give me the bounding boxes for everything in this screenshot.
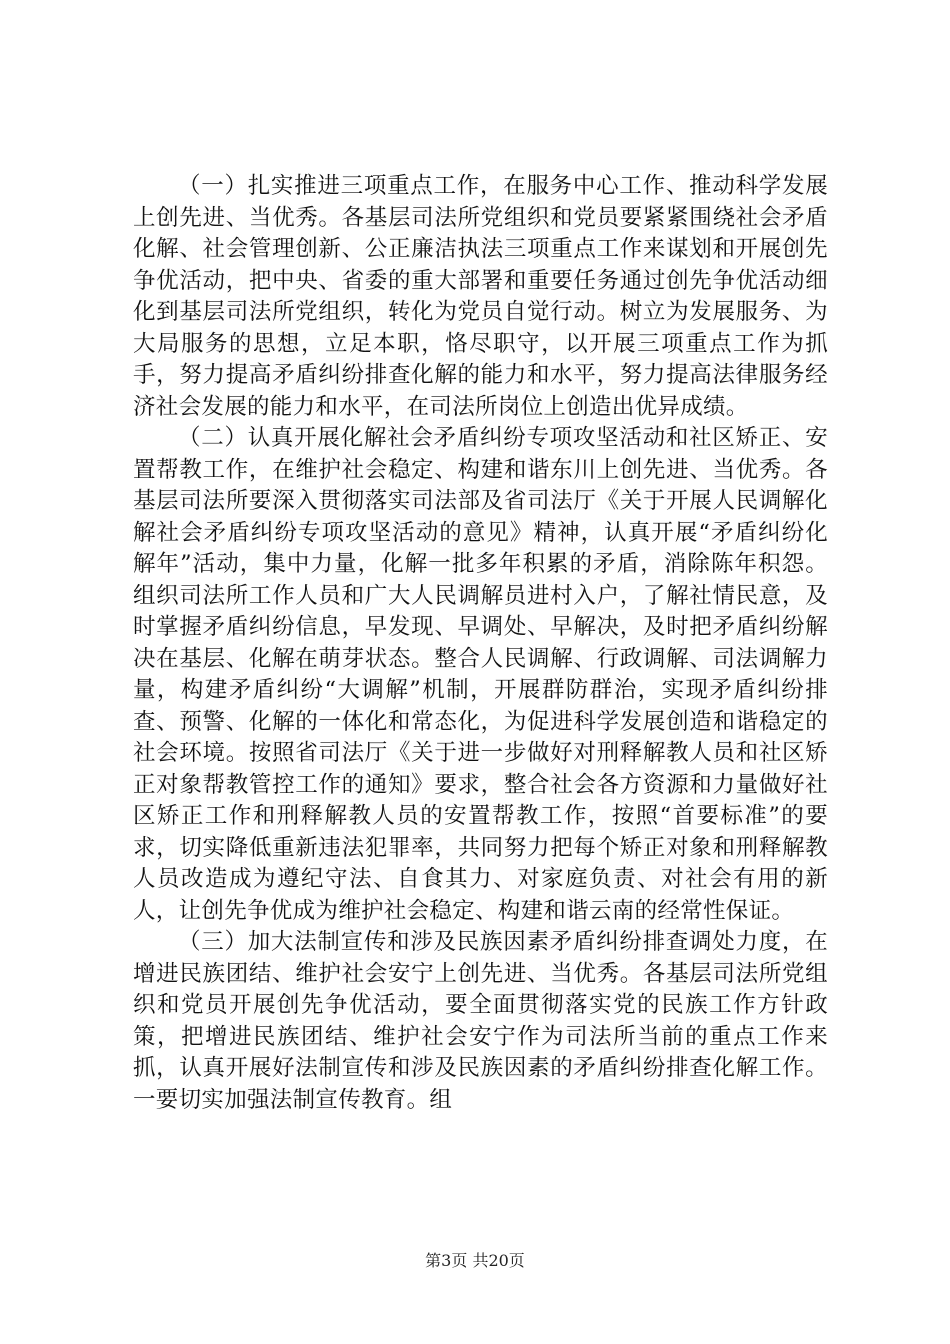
document-body: [133, 171, 828, 1116]
paragraph-2: （二）认真开展化解社会矛盾纠纷专项攻坚活动和社区矫正、安置帮教工作，在维护社会稳定、构建和谐东川上创先进、当优秀。各基层司法所要深入贯彻落实司法部及省司法厅《关于开展人民调解化解社会矛盾纠纷专项攻坚活动的意见》精神，认真开展“矛盾纠纷化解年”活动，集中力量，化解一批多年积累的矛盾，消除陈年积怨。组织司法所工作人员和广大人民调解员进村入户，了解社情民意，及时掌握矛盾纠纷信息，早发现、早调处、早解决，及时把矛盾纠纷解决在基层、化解在萌芽状态。整合人民调解、行政调解、司法调解力量，构建矛盾纠纷“大调解”机制，开展群防群治，实现矛盾纠纷排查、预警、化解的一体化和常态化，为促进科学发展创造和谐稳定的社会环境。按照省司法厅《关于进一步做好对刑释解教人员和社区矫正对象帮教管控工作的通知》要求，整合社会各方资源和力量做好社区矫正工作和刑释解教人员的安置帮教工作，按照“首要标准”的要求，切实降低重新违法犯罪率，共同努力把每个矫正对象和刑释解教人员改造成为遵纪守法、自食其力、对家庭负责、对社会有用的新人，让创先争优成为维护社会稳定、构建和谐云南的经常性保证。: [133, 425, 828, 924]
paragraph-3: （三）加大法制宣传和涉及民族因素矛盾纠纷排查调处力度，在增进民族团结、维护社会安宁上创先进、当优秀。各基层司法所党组织和党员开展创先争优活动，要全面贯彻落实党的民族工作方针政策，把增进民族团结、维护社会安宁作为司法所当前的重点工作来抓，认真开展好法制宣传和涉及民族因素的矛盾纠纷排查化解工作。一要切实加强法制宣传教育。组: [133, 929, 828, 1113]
paragraph-1: （一）扎实推进三项重点工作，在服务中心工作、推动科学发展上创先进、当优秀。各基层司法所党组织和党员要紧紧围绕社会矛盾化解、社会管理创新、公正廉洁执法三项重点工作来谋划和开展创先争优活动，把中央、省委的重大部署和重要任务通过创先争优活动细化到基层司法所党组织，转化为党员自觉行动。树立为发展服务、为大局服务的思想，立足本职，恪尽职守，以开展三项重点工作为抓手，努力提高矛盾纠纷排查化解的能力和水平，努力提高法律服务经济社会发展的能力和水平，在司法所岗位上创造出优异成绩。: [133, 173, 828, 420]
page-footer: 第3页 共20页: [425, 1251, 525, 1270]
